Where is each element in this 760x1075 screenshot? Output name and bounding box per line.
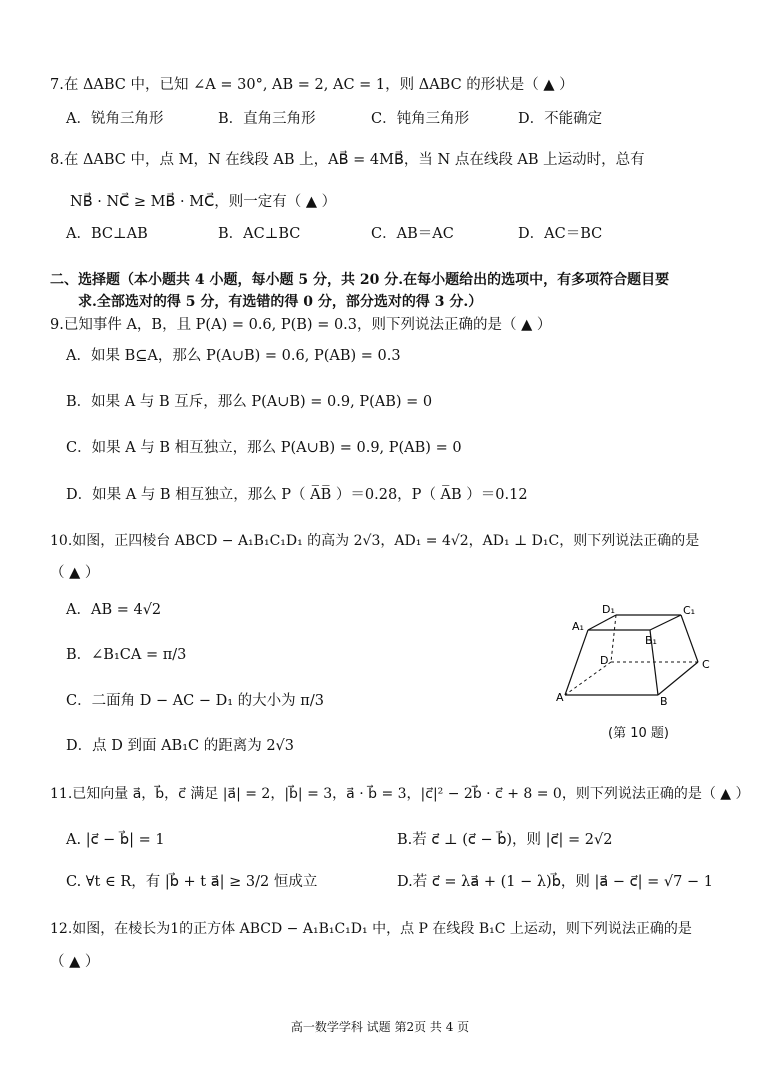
q10-stem-line2: （ ▲ ） [50,565,100,581]
q11-option-b: B.若 c⃗ ⊥ (c⃗ − b⃗)，则 |c⃗| = 2√2 [397,832,613,848]
q9-option-d: D．如果 A 与 B 相互独立，那么 P（ A̅B̅ ）＝0.28，P（ A̅B ）＝0.12 [66,487,528,503]
q11-option-c: C. ∀t ∈ R，有 |b⃗ + t a⃗| ≥ 3/2 恒成立 [66,874,318,890]
q7-option-a: A．锐角三角形 [66,111,164,127]
label-a1: A₁ [572,620,584,633]
section-2-heading-cont: 求.全部选对的得 5 分，有选错的得 0 分，部分选对的得 3 分.） [78,294,483,310]
label-a: A [556,691,564,704]
q9-option-a: A．如果 B⊆A，那么 P(A∪B) = 0.6, P(AB) = 0.3 [66,348,401,364]
q8-stem-line1: 8.在 ΔABC 中，点 M，N 在线段 AB 上，AB⃗ = 4MB⃗，当 N 点在线段 AB 上运动时，总有 [50,152,645,168]
q8-stem-line2: NB⃗ · NC⃗ ≥ MB⃗ · MC⃗，则一定有（ ▲ ） [70,194,337,210]
q8-option-d: D．AC＝BC [518,226,603,242]
section-2-heading: 二、选择题（本小题共 4 小题，每小题 5 分，共 20 分.在每小题给出的选项中，有多项符合题目要 [50,272,670,288]
label-b1: B₁ [645,634,657,647]
label-b: B [660,695,668,708]
q11-option-a: A. |c⃗ − b⃗| = 1 [66,832,165,848]
q7-option-c: C．钝角三角形 [371,111,470,127]
q12-stem-line2: （ ▲ ） [50,954,100,970]
label-c1: C₁ [683,604,696,617]
q8-option-b: B．AC⊥BC [218,226,301,242]
q9-stem: 9.已知事件 A，B，且 P(A) = 0.6, P(B) = 0.3，则下列说法正确的是（ ▲ ） [50,317,552,333]
q9-option-c: C．如果 A 与 B 相互独立，那么 P(A∪B) = 0.9, P(AB) = 0 [66,440,462,456]
q7-option-d: D．不能确定 [518,111,603,127]
figure-caption: (第 10 题) [608,726,669,741]
q8-option-a: A．BC⊥AB [66,226,148,242]
q7-option-b: B．直角三角形 [218,111,316,127]
q10-option-b: B．∠B₁CA = π/3 [66,647,187,663]
q10-option-d: D．点 D 到面 AB₁C 的距离为 2√3 [66,738,295,754]
q7-stem: 7.在 ΔABC 中，已知 ∠A = 30°, AB = 2, AC = 1，则 ΔABC 的形状是（ ▲ ） [50,77,574,93]
q10-option-c: C．二面角 D − AC − D₁ 的大小为 π/3 [66,693,324,709]
label-d1: D₁ [602,603,615,616]
q8-option-c: C．AB＝AC [371,226,454,242]
q10-stem-line1: 10.如图，正四棱台 ABCD − A₁B₁C₁D₁ 的高为 2√3，AD₁ = 4√2，AD₁ ⊥ D₁C，则下列说法正确的是 [50,533,700,549]
q12-stem-line1: 12.如图，在棱长为1的正方体 ABCD − A₁B₁C₁D₁ 中，点 P 在线段 B₁C 上运动，则下列说法正确的是 [50,921,692,937]
label-d: D [600,654,609,667]
page-footer: 高一数学学科 试题 第2页 共 4 页 [290,1020,470,1034]
q9-option-b: B．如果 A 与 B 互斥，那么 P(A∪B) = 0.9, P(AB) = 0 [66,394,433,410]
label-c: C [702,658,710,671]
q11-option-d: D.若 c⃗ = λa⃗ + (1 − λ)b⃗，则 |a⃗ − c⃗| = √7 − 1 [397,874,713,890]
q11-stem: 11.已知向量 a⃗，b⃗，c⃗ 满足 |a⃗| = 2，|b⃗| = 3，a⃗ · b⃗ = 3，|c⃗|² − 2b⃗ · c⃗ + 8 = 0，则下列说法正确的是（ ▲ ） [50,786,750,802]
q10-option-a: A．AB = 4√2 [66,602,162,618]
